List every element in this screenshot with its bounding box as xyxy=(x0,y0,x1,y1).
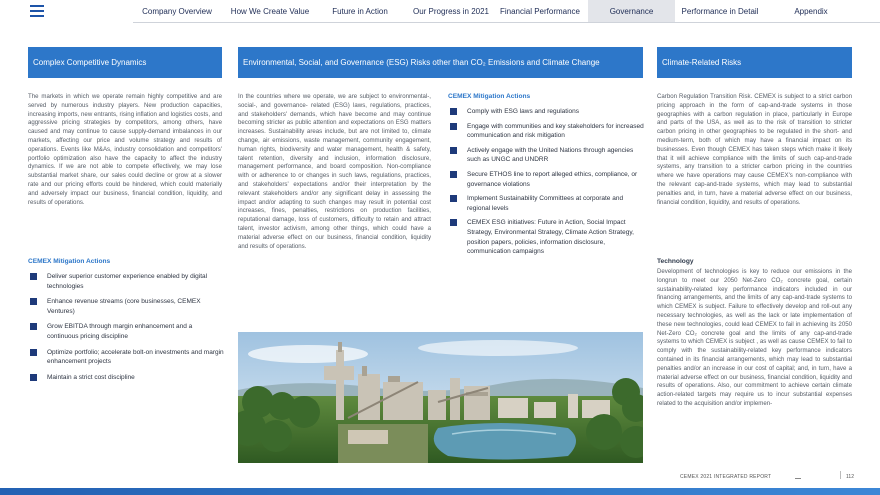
tab-company-overview[interactable]: Company Overview xyxy=(142,7,212,16)
list-item: Comply with ESG laws and regulations xyxy=(449,107,645,117)
footer-divider xyxy=(795,478,801,479)
bullet-square-icon xyxy=(30,298,37,305)
left-paragraph: The markets in which we operate remain highly competitive and are served by numerous industry players. New production capacities, increasing imports, new entrants, rising inflation and logistics costs, and aggressive pricing strategies by competitors, among others, have caused and may continue to cause supply-demand imbalances in our markets, affecting our price and volume strategy and results of operations. Events like M&As, industry consolidation and competitors' portfolio optimization also have the capacity to affect the industry dynamics. If we are not able to compete effectively, we may lose substantial market share, our sales could decline or grow at a slower rate and our pricing efforts could be hindered, which could materially and adversely impact our business, financial condition, liquidity, and results of operations. xyxy=(28,93,222,206)
bullet-square-icon xyxy=(30,273,37,280)
right-paragraph-1: Carbon Regulation Transition Risk. CEMEX is subject to a strict carbon pricing approach in the form of cap-and-trade systems in those geographies with a carbon regulation in place, particularly in Europe and parts of the USA, as well as to the risk of transition to stricter carbon pricing in other geographies to be regulated in the short- and medium-term, both of which may have a financial impact on its businesses. Even though CEMEX has taken steps which make it likely that it will achieve compliance with the limits of such cap-and-trade systems, any transition to a stricter carbon pricing in the countries where we have operations may cause CEMEX's non-compliance with the relevant cap-and-trade systems, which may lead to substantial penalties and, in turn, have a material adverse effect on our business, financial condition, liquidity, and results of operations. xyxy=(657,93,852,206)
bullet-square-icon xyxy=(450,171,457,178)
middle-column-heading: Environmental, Social, and Governance (ESG) Risks other than CO₂ Emissions and Climate Change xyxy=(238,47,643,78)
right-column-heading: Climate-Related Risks xyxy=(657,47,852,78)
tab-financial-performance[interactable]: Financial Performance xyxy=(499,7,581,16)
list-item: CEMEX ESG initiatives: Future in Action, Social Impact Strategy, Environmental Strategy, Climate Action Strategy, position papers, policies, information disclosure, communication campaigns xyxy=(449,218,645,256)
list-item: Secure ETHOS line to report alleged ethics, compliance, or governance violations xyxy=(449,170,645,189)
left-mitigation-title: CEMEX Mitigation Actions xyxy=(28,258,111,265)
tab-our-progress-2021[interactable]: Our Progress in 2021 xyxy=(412,7,490,16)
bullet-square-icon xyxy=(30,349,37,356)
cement-plant-photo xyxy=(238,332,643,463)
nav-divider xyxy=(133,22,880,23)
report-name: CEMEX 2021 INTEGRATED REPORT xyxy=(680,474,772,480)
list-item: Maintain a strict cost discipline xyxy=(29,373,225,383)
list-item: Enhance revenue streams (core businesses, CEMEX Ventures) xyxy=(29,297,225,316)
right-paragraph-2: Development of technologies is key to reduce our emissions in the longrun to meet our 2050 Net-Zero CO₂ concrete goal, certain sustainability-related key performance indicators included in our financing arrangements, and the limits of any cap-and-trade systems to which CEMEX is subject. Failure to effectively develop and roll-out any necessary technologies, as well as the lack or late implementation of these new technologies, could lead CEMEX to fail in achieving its 2050 Net-Zero CO₂ concrete goal and the limits of any cap-and-trade systems to which CEMEX is subject , as well as cause CEMEX to fail to comply with the sustainability-related key performance indicators contained in its financial arrangements, which may lead to substantial penalties and/or an increase in our cost of capital; and, in turn, have a material adverse effect on our business, financial condition, liquidity and results of operations. Also, our commitment to achieve certain climate action-related targets may require us to incur substantial expenses related to the acquisition and/or implemen- xyxy=(657,268,852,407)
bullet-square-icon xyxy=(30,374,37,381)
list-item: Engage with communities and key stakeholders for increased communication and risk mitigation xyxy=(449,122,645,141)
bullet-square-icon xyxy=(30,323,37,330)
footer-tick xyxy=(840,471,841,479)
tab-appendix[interactable]: Appendix xyxy=(794,7,828,16)
list-item: Actively engage with the United Nations through agencies such as UNGC and UNDRR xyxy=(449,146,645,165)
bullet-square-icon xyxy=(450,219,457,226)
technology-title: Technology xyxy=(657,258,694,265)
bullet-square-icon xyxy=(450,147,457,154)
tab-how-we-create-value[interactable]: How We Create Value xyxy=(230,7,310,16)
bullet-square-icon xyxy=(450,195,457,202)
left-column-heading: Complex Competitive Dynamics xyxy=(28,47,222,78)
bottom-accent-bar xyxy=(0,488,880,495)
middle-mitigation-title: CEMEX Mitigation Actions xyxy=(448,93,531,100)
menu-icon[interactable] xyxy=(30,5,44,17)
list-item: Implement Sustainability Committees at corporate and regional levels xyxy=(449,194,645,213)
tab-future-in-action[interactable]: Future in Action xyxy=(332,7,388,16)
middle-paragraph: In the countries where we operate, we are subject to environmental-, social-, and governance- related (ESG) laws, regulations, practices, and stakeholders' demands, which have become and may continue becoming stricter as public attention and expectations on ESG matters increases. Sustainability areas include, but are not limited to, climate change, air emissions, waste management, community engagement, human rights, biodiversity and water management, health & safety, talent retention, diversity and inclusion, information disclosure, management performance, and board composition. Non-compliance with or adherence to or changes in such laws, regulations, practices, and stakeholders' expectations and/or their interpretation by the relevant stakeholders and/or any significant delay in assessing the impact and/or adapting to such changes may result in potential cost increases, fines, penalties, restrictions on production facilities, reputational damage, loss of customers, difficulty to retain and attract talent, investor activism, among other things, which could have a material adverse effect on our business, financial condition, liquidity and results of operations. xyxy=(238,93,431,250)
bullet-square-icon xyxy=(450,123,457,130)
list-item: Grow EBITDA through margin enhancement and a continuous pricing discipline xyxy=(29,322,225,341)
list-item: Optimize portfolio; accelerate bolt-on investments and margin enhancement projects xyxy=(29,348,225,367)
list-item: Deliver superior customer experience enabled by digital technologies xyxy=(29,272,225,291)
page-number: 112 xyxy=(846,474,854,480)
middle-actions-list xyxy=(449,107,645,257)
left-actions-list xyxy=(29,272,225,382)
bullet-square-icon xyxy=(450,108,457,115)
top-navigation xyxy=(0,0,880,23)
tab-governance[interactable]: Governance xyxy=(588,0,675,23)
tab-performance-in-detail[interactable]: Performance in Detail xyxy=(681,7,759,16)
